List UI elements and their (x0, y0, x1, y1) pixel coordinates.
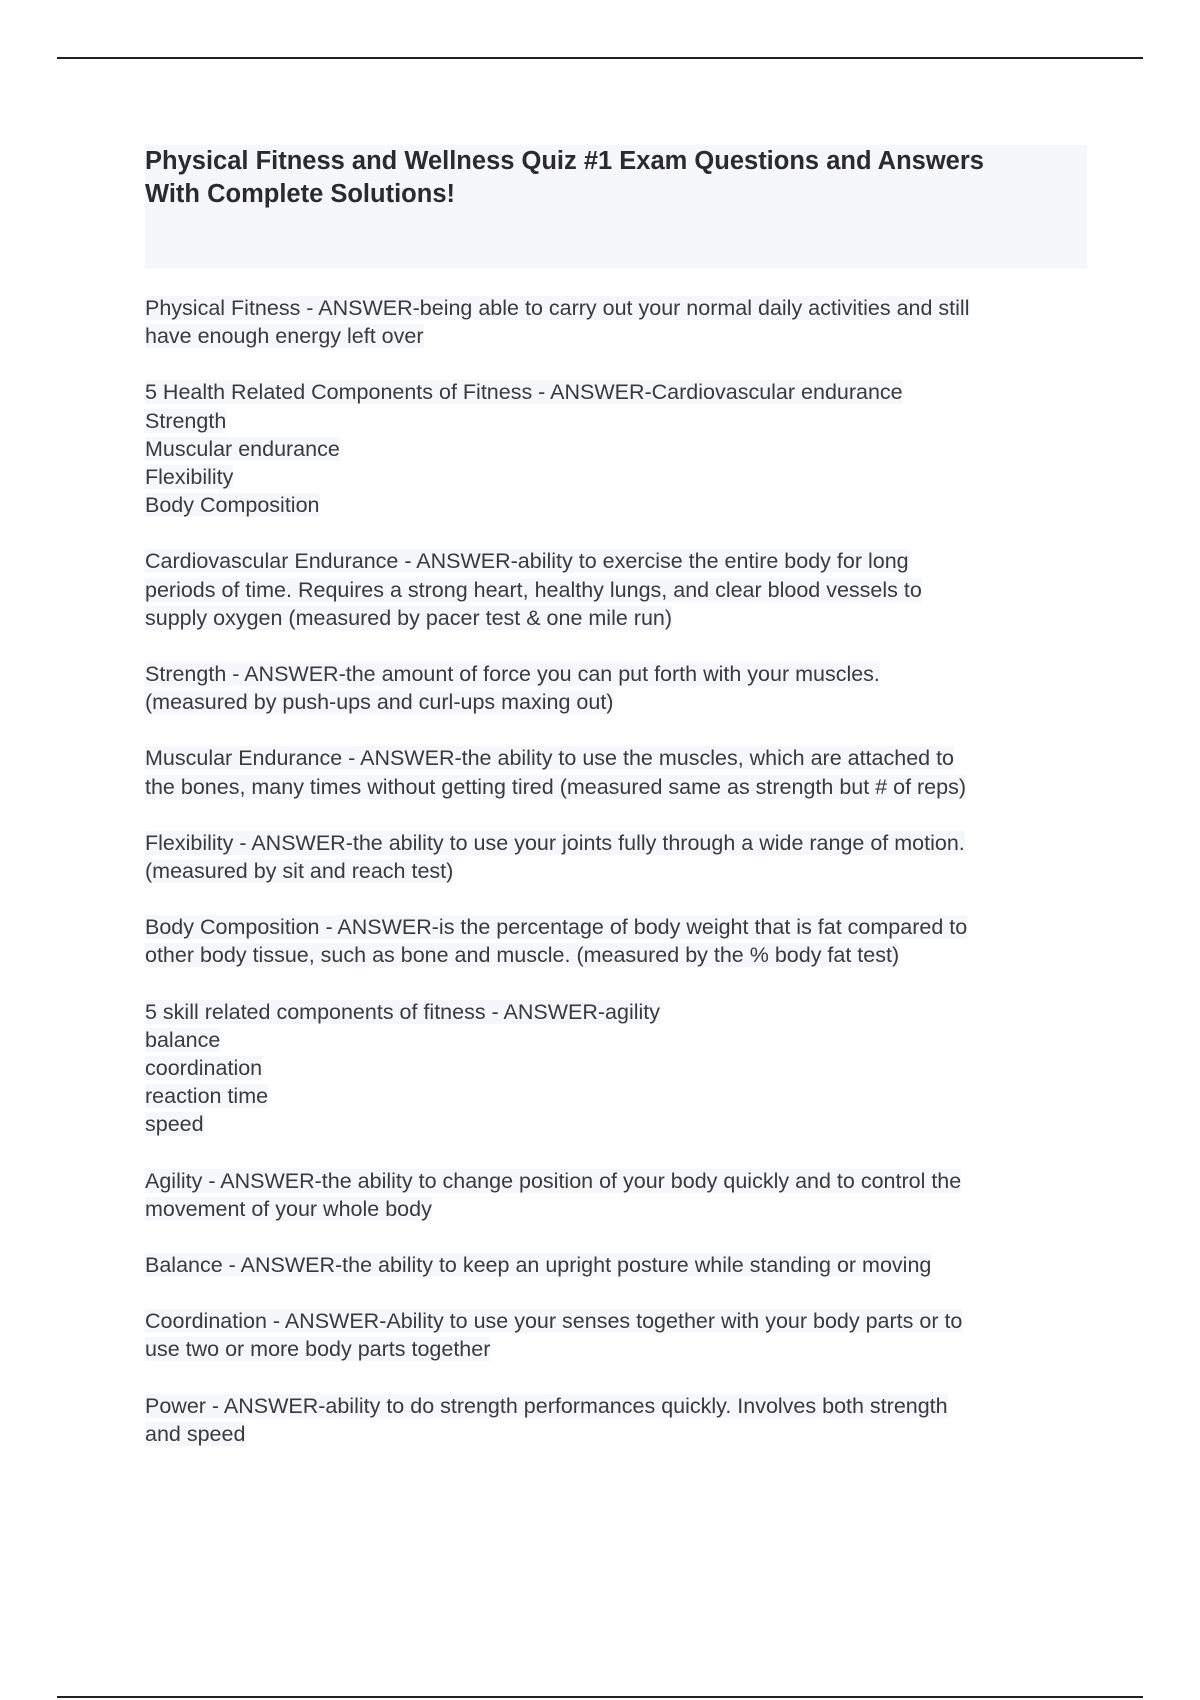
qa-text: Strength - ANSWER-the amount of force you can put forth with your muscles. (measured by push-ups and curl-ups maxing out) (145, 662, 880, 715)
qa-entry-physical-fitness (145, 294, 1087, 350)
page-top-rule (57, 57, 1143, 59)
qa-text: Cardiovascular Endurance - ANSWER-ability to exercise the entire body for long periods of time. Requires a strong heart, healthy lungs, and clear blood vessels to supply oxygen (measured by pacer test & one mile run) (145, 549, 922, 630)
qa-text: Flexibility - ANSWER-the ability to use your joints fully through a wide range of motion. (measured by sit and reach test) (145, 830, 965, 884)
document-title: Physical Fitness and Wellness Quiz #1 Exam Questions and Answers With Complete Solutions! (145, 147, 984, 208)
qa-text: 5 skill related components of fitness - ANSWER-agility balance coordination reaction time speed (145, 999, 661, 1137)
qa-text: Physical Fitness - ANSWER-being able to carry out your normal daily activities and still have enough energy left over (145, 296, 970, 349)
qa-entry-cardiovascular-endurance (145, 547, 1087, 632)
qa-text: Muscular Endurance - ANSWER-the ability to use the muscles, which are attached to the bones, many times without getting tired (measured same as strength but # of reps) (145, 746, 966, 799)
qa-entry-flexibility (145, 829, 1087, 885)
qa-text: 5 Health Related Components of Fitness - ANSWER-Cardiovascular endurance Strength Muscular endurance Flexibility Body Composition (145, 380, 903, 518)
qa-entry-muscular-endurance (145, 744, 1087, 800)
qa-entry-strength (145, 660, 1087, 716)
qa-text: Body Composition - ANSWER-is the percentage of body weight that is fat compared to other body tissue, such as bone and muscle. (measured by the % body fat test) (145, 915, 968, 968)
qa-entry-coordination (145, 1307, 1087, 1363)
qa-entry-body-composition (145, 913, 1087, 969)
qa-text: Balance - ANSWER-the ability to keep an upright posture while standing or moving (145, 1253, 932, 1278)
title-block (145, 145, 1087, 269)
qa-list (145, 294, 1087, 1476)
qa-text: Agility - ANSWER-the ability to change position of your body quickly and to control the movement of your whole body (145, 1168, 962, 1221)
qa-entry-power (145, 1392, 1087, 1448)
page-bottom-rule (57, 1696, 1143, 1698)
qa-text: Power - ANSWER-ability to do strength performances quickly. Involves both strength and speed (145, 1393, 948, 1446)
qa-text: Coordination - ANSWER-Ability to use your senses together with your body parts or to use two or more body parts together (145, 1309, 963, 1362)
qa-entry-balance (145, 1251, 1087, 1279)
qa-entry-health-components (145, 378, 1087, 519)
qa-entry-skill-components (145, 998, 1087, 1139)
qa-entry-agility (145, 1167, 1087, 1223)
